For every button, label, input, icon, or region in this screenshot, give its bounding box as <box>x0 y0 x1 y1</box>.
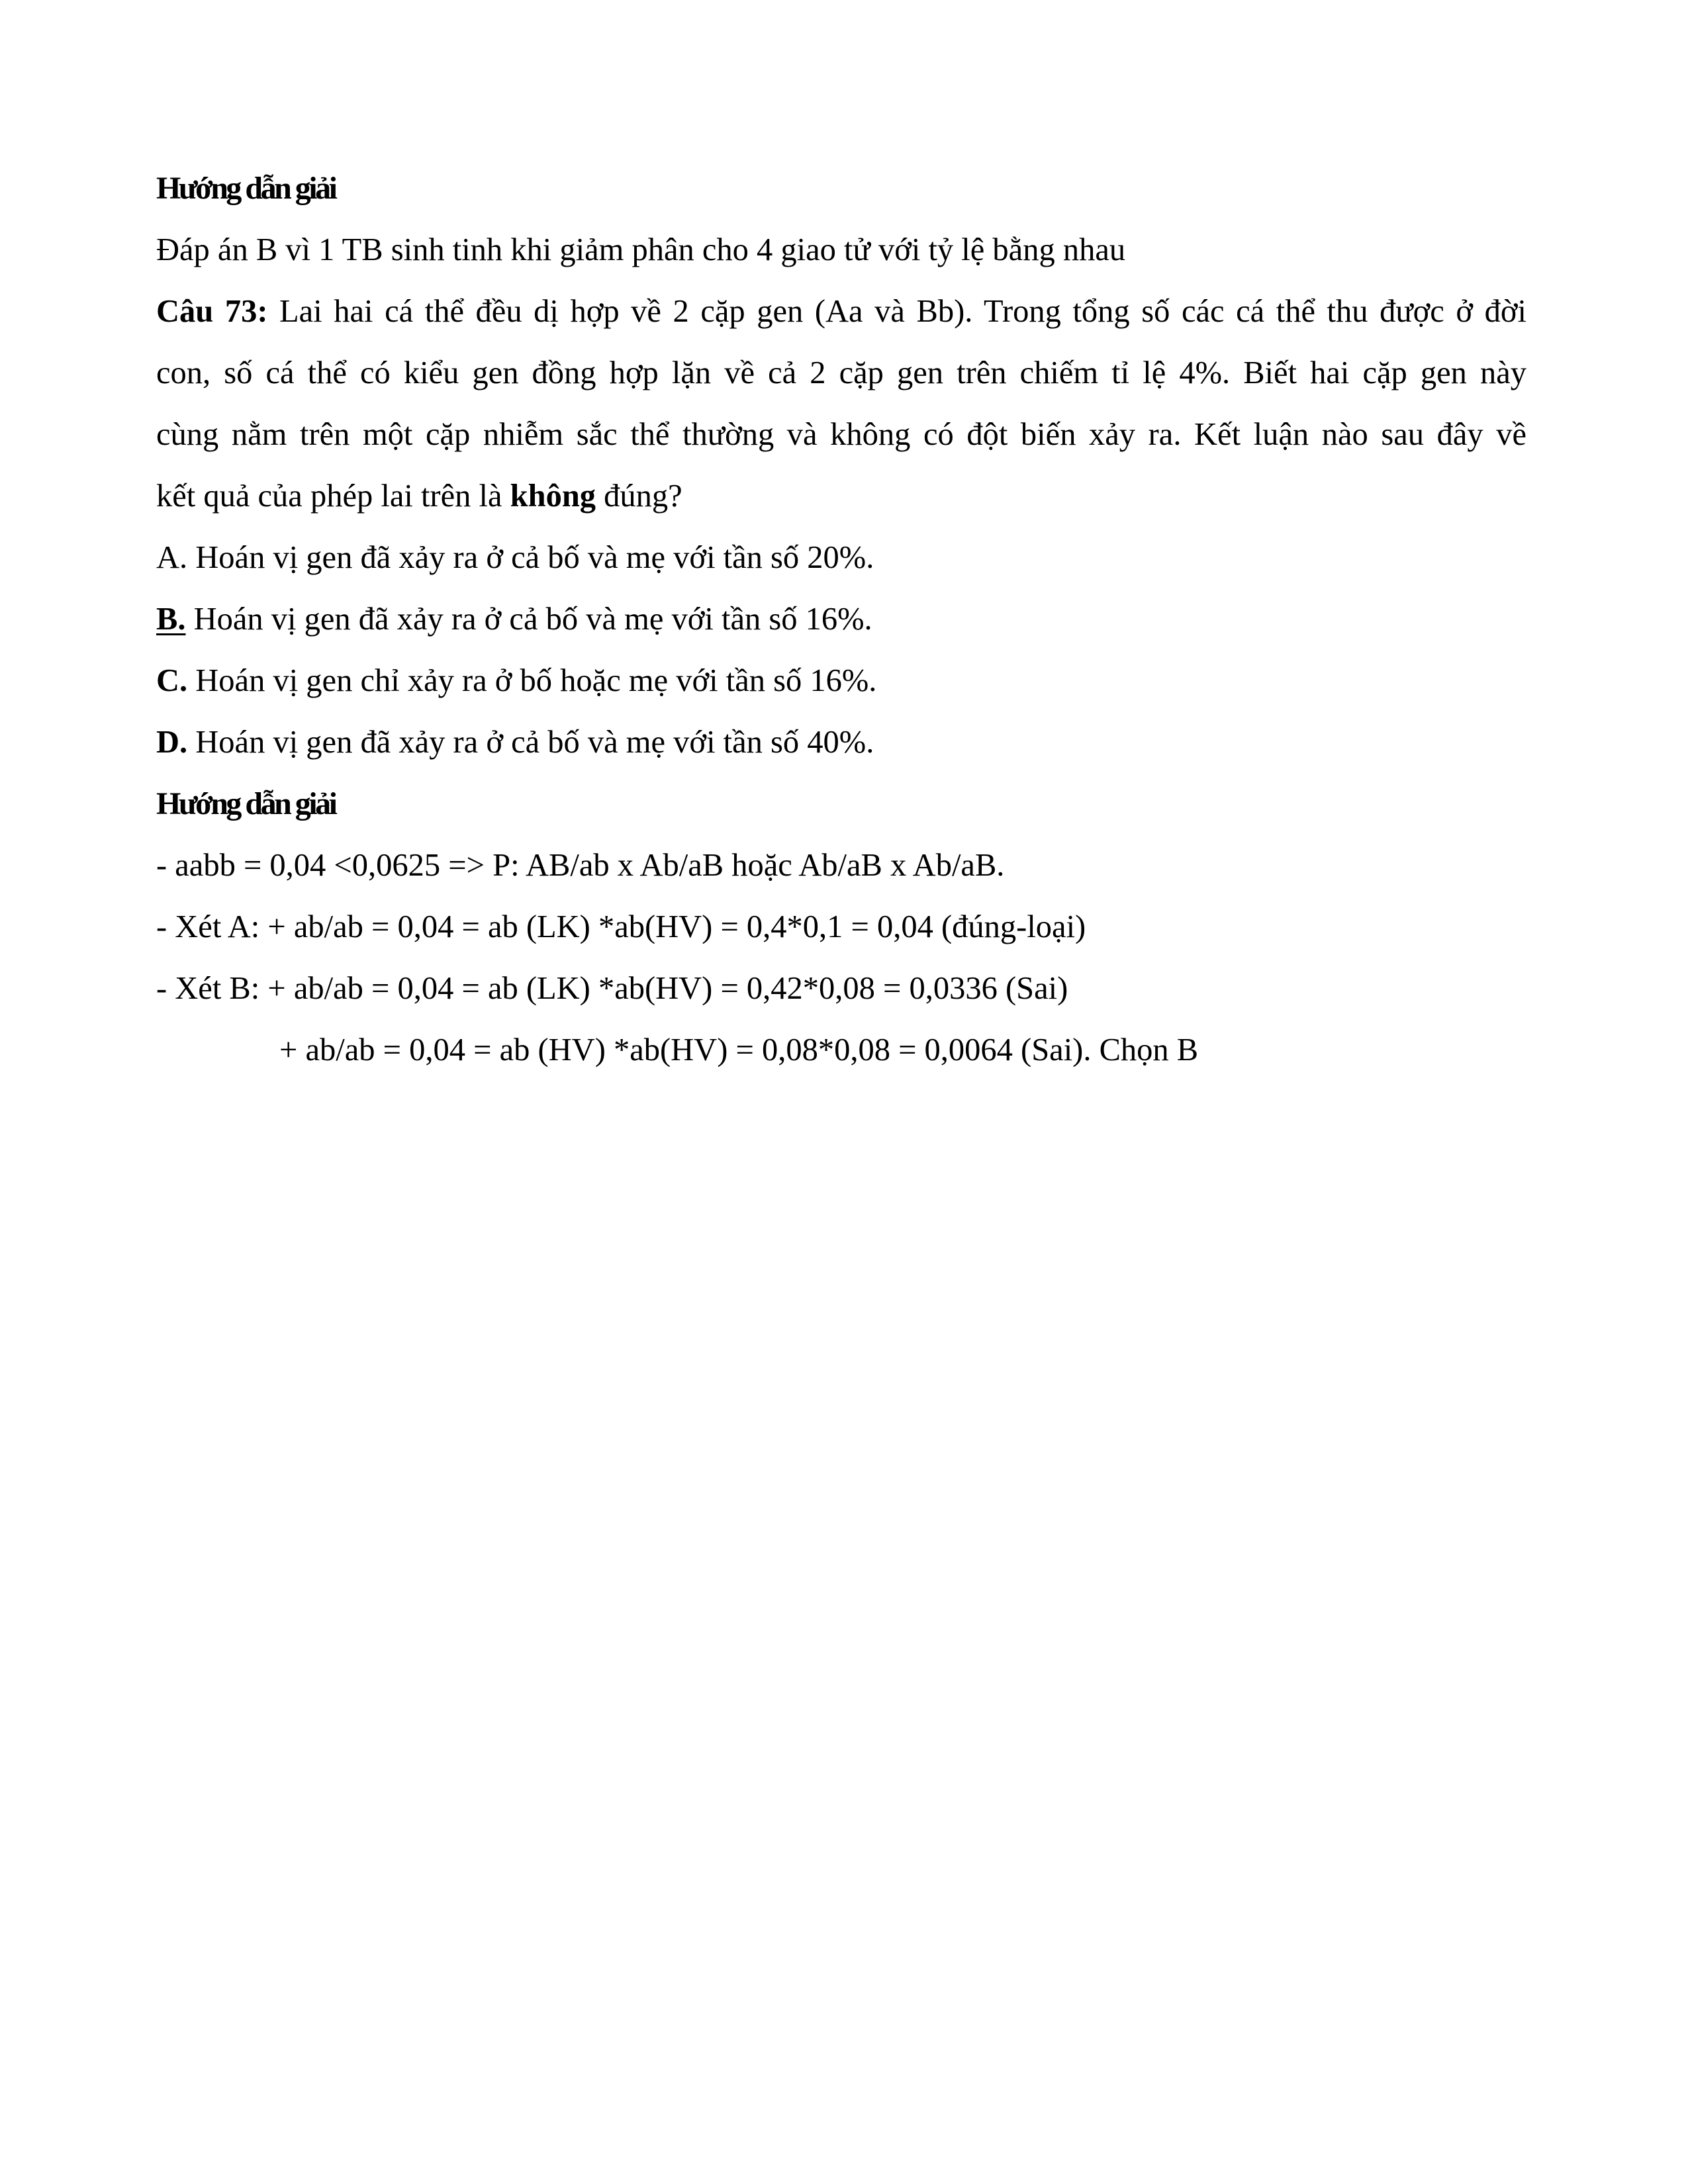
answer-explanation: Đáp án B vì 1 TB sinh tinh khi giảm phân cho 4 giao tử với tỷ lệ bằng nhau <box>156 232 1126 267</box>
option-c-label: C. <box>156 663 188 698</box>
solution-line-2: - Xét A: + ab/ab = 0,04 = ab (LK) *ab(HV) = 0,4*0,1 = 0,04 (đúng-loại) <box>156 909 1086 944</box>
question-text-1: Lai hai cá thể đều dị hợp về 2 cặp gen (Aa và Bb). Trong tổng số các cá thể thu được ở đời <box>267 294 1526 329</box>
option-b <box>156 588 1526 650</box>
option-b-label: B. <box>156 602 186 637</box>
question-text-4a: kết quả của phép lai trên là <box>156 478 510 514</box>
option-d-label: D. <box>156 725 188 760</box>
option-a-text: Hoán vị gen đã xảy ra ở cả bố và mẹ với tần số 20%. <box>187 540 874 575</box>
option-c-text: Hoán vị gen chỉ xảy ra ở bố hoặc mẹ với tần số 16%. <box>187 663 877 698</box>
option-b-text: Hoán vị gen đã xảy ra ở cả bố và mẹ với tần số 16%. <box>185 602 872 637</box>
solution-line-4: + ab/ab = 0,04 = ab (HV) *ab(HV) = 0,08*0,08 = 0,0064 (Sai). Chọn B <box>279 1032 1199 1068</box>
question-paragraph <box>156 281 1526 527</box>
solution-line-1: - aabb = 0,04 <0,0625 => P: AB/ab x Ab/aB hoặc Ab/aB x Ab/aB. <box>156 848 1005 883</box>
option-a <box>156 527 1526 588</box>
question-label: Câu 73: <box>156 294 268 329</box>
document-page <box>156 158 1526 1081</box>
question-text-4b: đúng? <box>596 478 682 514</box>
question-emphasis: không <box>510 478 596 514</box>
solution-heading-1: Hướng dẫn giải <box>156 171 336 206</box>
option-d <box>156 711 1526 773</box>
question-line-2: con, số cá thể có kiểu gen đồng hợp lặn về cả 2 cặp gen trên chiếm tỉ lệ 4%. Biết hai cặp gen này <box>156 355 1526 390</box>
option-a-label: A. <box>156 540 188 575</box>
solution-line-3: - Xét B: + ab/ab = 0,04 = ab (LK) *ab(HV) = 0,42*0,08 = 0,0336 (Sai) <box>156 971 1068 1006</box>
solution-heading-2: Hướng dẫn giải <box>156 786 336 821</box>
question-line-4 <box>156 465 1526 527</box>
question-line-3: cùng nằm trên một cặp nhiễm sắc thể thường và không có đột biến xảy ra. Kết luận nào sau đây về <box>156 417 1526 452</box>
option-d-text: Hoán vị gen đã xảy ra ở cả bố và mẹ với tần số 40%. <box>187 725 874 760</box>
question-line-1 <box>156 281 1526 342</box>
option-c <box>156 650 1526 711</box>
